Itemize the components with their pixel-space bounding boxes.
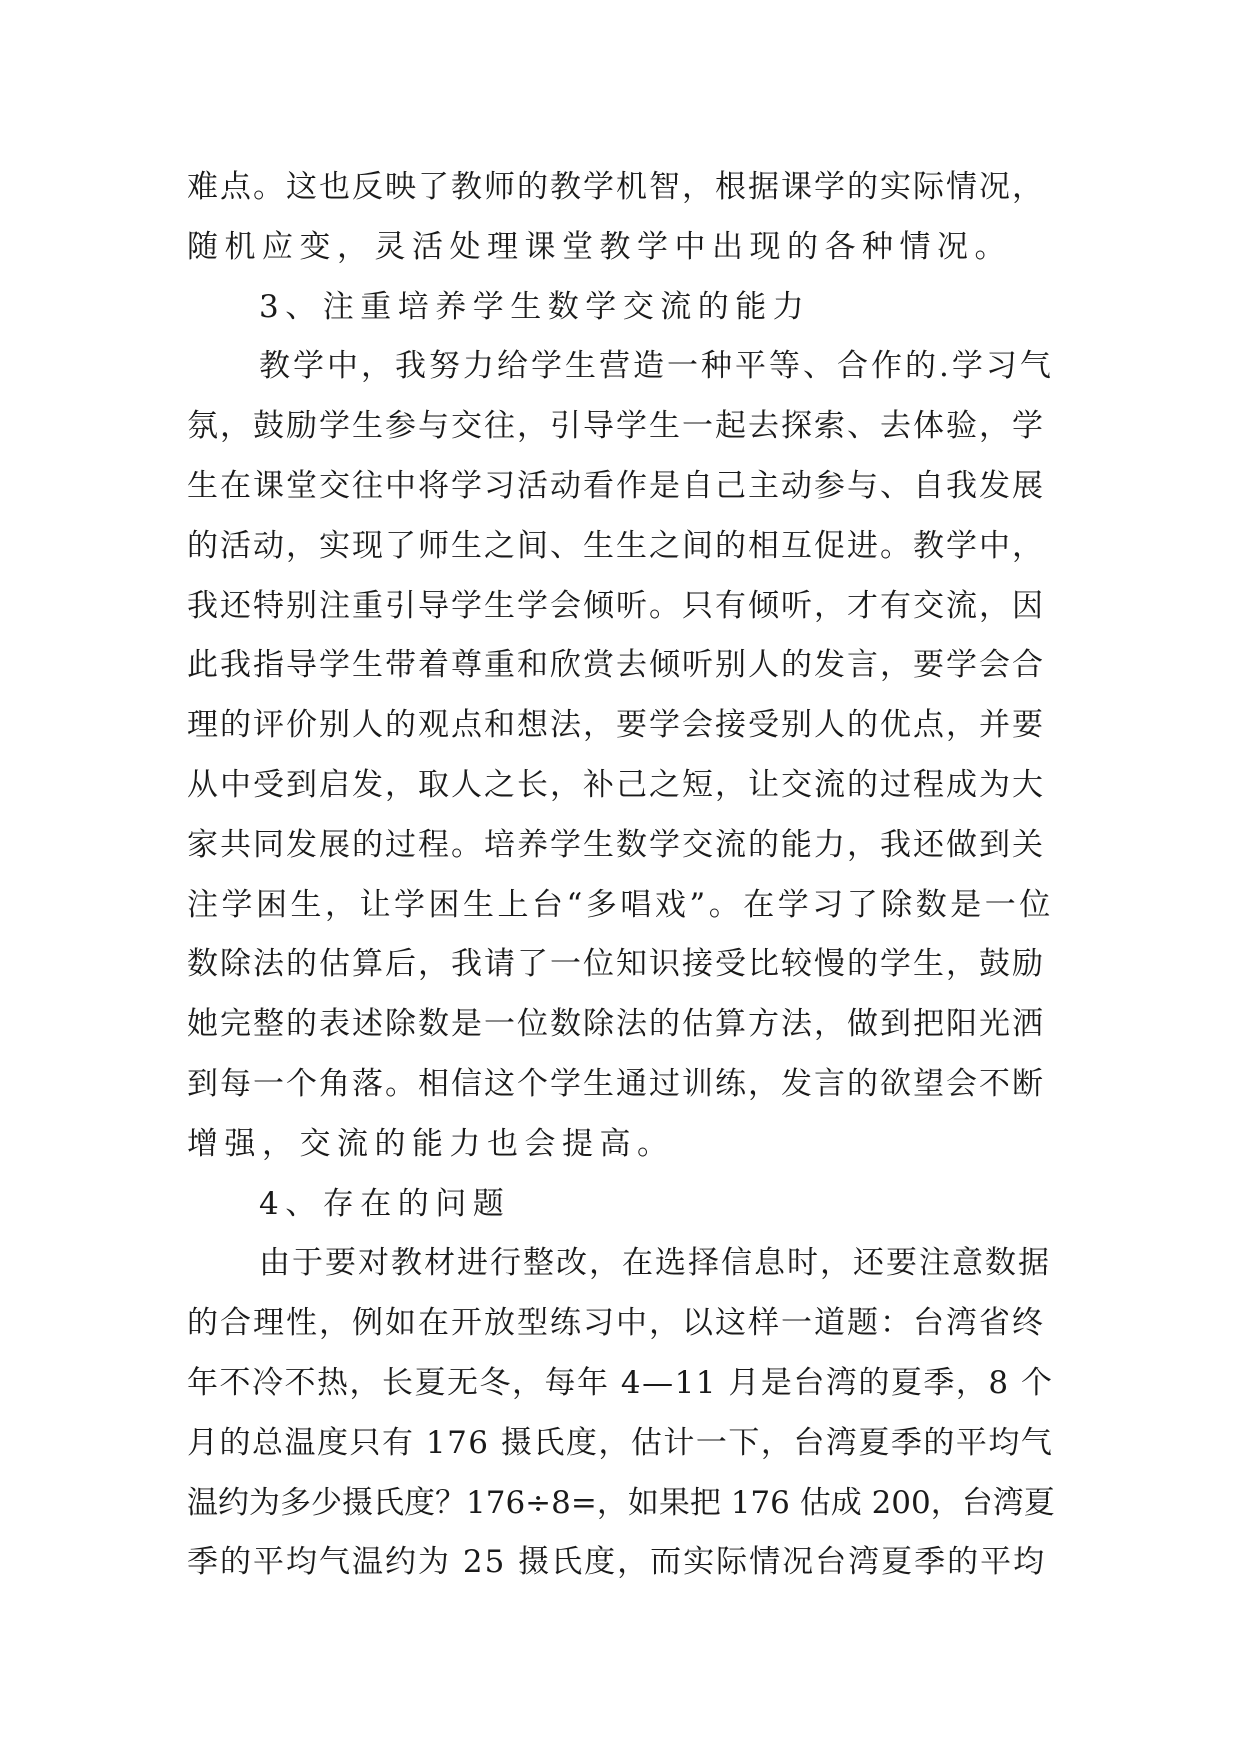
- text-line: 氛，鼓励学生参与交往，引导学生一起去探索、去体验，学: [187, 408, 1045, 445]
- text-line: 我还特别注重引导学生学会倾听。只有倾听，才有交流，因: [187, 587, 1045, 624]
- text-line: 由于要对教材进行整改，在选择信息时，还要注意数据: [259, 1245, 1051, 1282]
- text-line: 注学困生，让学困生上台“多唱戏”。在学习了除数是一位: [187, 886, 1054, 923]
- text-line: 她完整的表述除数是一位数除法的估算方法，做到把阳光洒: [187, 1006, 1045, 1043]
- section-heading: 4、存在的问题: [259, 1185, 511, 1222]
- document-page: [187, 158, 1057, 1593]
- text-line: 教学中，我努力给学生营造一种平等、合作的.学习气: [259, 348, 1054, 385]
- text-line: 的活动，实现了师生之间、生生之间的相互促进。教学中，: [187, 527, 1045, 564]
- text-line: 家共同发展的过程。培养学生数学交流的能力，我还做到关: [187, 826, 1045, 863]
- text-line: 年不冷不热，长夏无冬，每年 4—11 月是台湾的夏季，8 个: [187, 1364, 1054, 1401]
- text-line: 的合理性，例如在开放型练习中，以这样一道题：台湾省终: [187, 1305, 1045, 1342]
- text-line: 从中受到启发，取人之长，补己之短，让交流的过程成为大: [187, 766, 1045, 803]
- section-heading: 3、注重培养学生数学交流的能力: [259, 288, 811, 325]
- text-line: 月的总温度只有 176 摄氏度，估计一下，台湾夏季的平均气: [187, 1424, 1054, 1461]
- text-line: 数除法的估算后，我请了一位知识接受比较慢的学生，鼓励: [187, 946, 1045, 983]
- text-line: 增强，交流的能力也会提高。: [187, 1125, 675, 1162]
- text-line: 随机应变，灵活处理课堂教学中出现的各种情况。: [187, 228, 1012, 265]
- text-line: 此我指导学生带着尊重和欣赏去倾听别人的发言，要学会合: [187, 647, 1045, 684]
- text-line: 季的平均气温约为 25 摄氏度，而实际情况台湾夏季的平均: [187, 1544, 1047, 1581]
- text-line: 生在课堂交往中将学习活动看作是自己主动参与、自我发展: [187, 467, 1045, 504]
- text-line: 温约为多少摄氏度？176÷8=，如果把 176 估成 200，台湾夏: [187, 1484, 1055, 1521]
- text-line: 难点。这也反映了教师的教学机智，根据课学的实际情况，: [187, 169, 1045, 205]
- text-line: 到每一个角落。相信这个学生通过训练，发言的欲望会不断: [187, 1065, 1045, 1102]
- text-line: 理的评价别人的观点和想法，要学会接受别人的优点，并要: [187, 707, 1045, 744]
